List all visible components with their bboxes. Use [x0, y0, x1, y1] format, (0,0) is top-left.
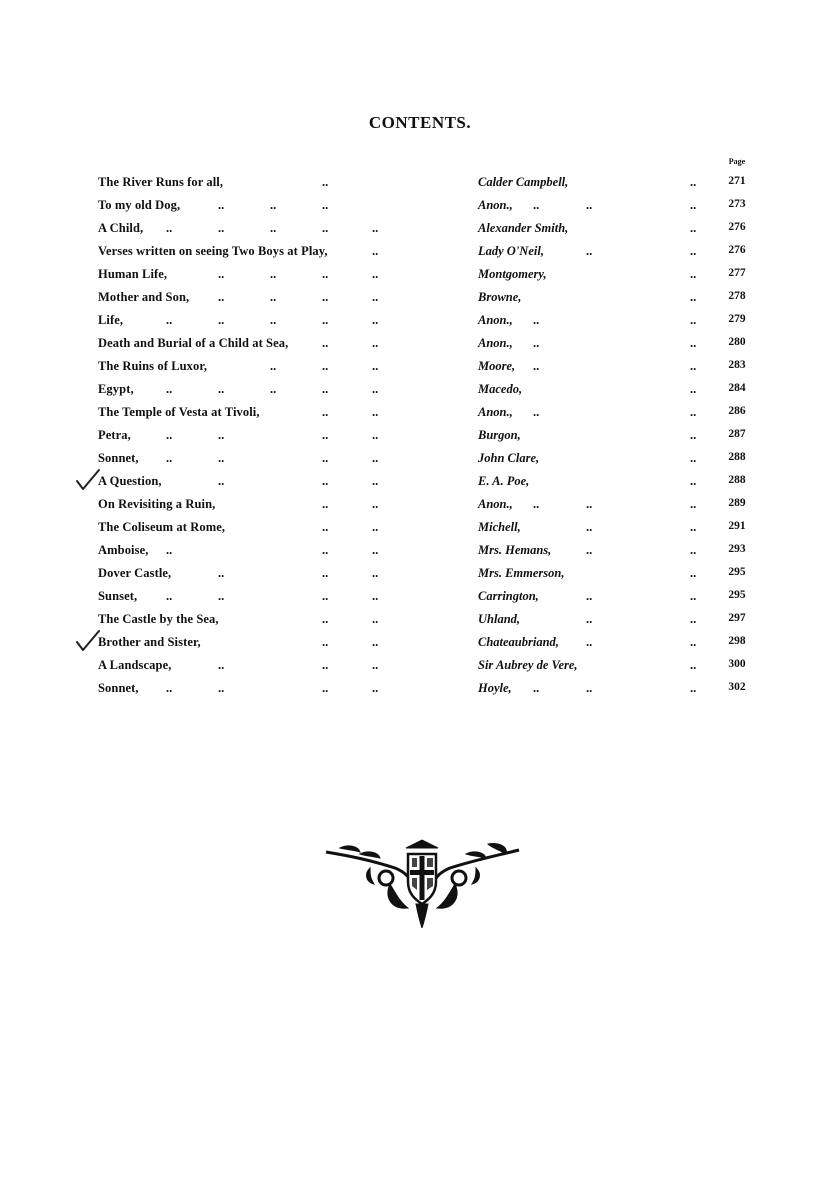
entry-title: Petra,: [98, 428, 131, 442]
leader-dots: ..: [218, 290, 225, 304]
leader-dots: ..: [218, 566, 225, 580]
leader-dots: ..: [166, 589, 173, 603]
entry-title: A Question,: [98, 474, 162, 488]
contents-entry: [0, 332, 840, 355]
entry-page-number: 288: [728, 474, 746, 486]
entry-author: Anon.,: [478, 497, 513, 511]
leader-dots: ..: [322, 589, 329, 603]
entry-page-number: 293: [728, 543, 746, 555]
entry-page-number: 271: [728, 175, 746, 187]
leader-dots: ..: [372, 520, 379, 534]
leader-dots: ..: [218, 681, 225, 695]
leader-dots: ..: [690, 290, 697, 304]
leader-dots: ..: [322, 635, 329, 649]
entry-author: Calder Campbell,: [478, 175, 569, 189]
leader-dots: ..: [218, 221, 225, 235]
leader-dots: ..: [166, 382, 173, 396]
entry-page-number: 277: [728, 267, 746, 279]
leader-dots: ..: [322, 405, 329, 419]
entry-page-number: 276: [728, 221, 746, 233]
leader-dots: ..: [372, 589, 379, 603]
entry-title: The Coliseum at Rome,: [98, 520, 226, 534]
leader-dots: ..: [586, 543, 593, 557]
entry-page-number: 283: [728, 359, 746, 371]
leader-dots: ..: [270, 382, 277, 396]
contents-entry: [0, 608, 840, 631]
leader-dots: ..: [586, 497, 593, 511]
entry-page-number: 295: [728, 589, 746, 601]
entry-page-number: 284: [728, 382, 746, 394]
leader-dots: ..: [322, 336, 329, 350]
entry-page-number: 297: [728, 612, 746, 624]
entry-title: Human Life,: [98, 267, 168, 281]
entry-author: Hoyle,: [478, 681, 512, 695]
entry-author: Sir Aubrey de Vere,: [478, 658, 578, 672]
contents-entry: [0, 355, 840, 378]
contents-entry: [0, 194, 840, 217]
entry-title: Sunset,: [98, 589, 138, 603]
entry-title: On Revisiting a Ruin,: [98, 497, 216, 511]
leader-dots: ..: [322, 451, 329, 465]
leader-dots: ..: [270, 198, 277, 212]
leader-dots: ..: [690, 267, 697, 281]
leader-dots: ..: [586, 635, 593, 649]
leader-dots: ..: [372, 474, 379, 488]
contents-entry: [0, 217, 840, 240]
contents-list: [0, 171, 840, 700]
leader-dots: ..: [372, 382, 379, 396]
leader-dots: ..: [270, 290, 277, 304]
leader-dots: ..: [372, 428, 379, 442]
contents-entry: [0, 401, 840, 424]
leader-dots: ..: [270, 313, 277, 327]
leader-dots: ..: [372, 658, 379, 672]
contents-entry: [0, 654, 840, 677]
entry-author: Michell,: [478, 520, 521, 534]
leader-dots: ..: [690, 244, 697, 258]
entry-title: The Ruins of Luxor,: [98, 359, 208, 373]
entry-author: Anon.,: [478, 336, 513, 350]
leader-dots: ..: [586, 244, 593, 258]
entry-title: Mother and Son,: [98, 290, 190, 304]
leader-dots: ..: [166, 681, 173, 695]
leader-dots: ..: [322, 566, 329, 580]
entry-title: Amboise,: [98, 543, 149, 557]
contents-entry: [0, 424, 840, 447]
entry-author: Mrs. Emmerson,: [478, 566, 565, 580]
entry-author: Macedo,: [478, 382, 523, 396]
leader-dots: ..: [166, 313, 173, 327]
leader-dots: ..: [322, 681, 329, 695]
entry-title: A Landscape,: [98, 658, 172, 672]
entry-author: Browne,: [478, 290, 522, 304]
entry-author: Uhland,: [478, 612, 521, 626]
leader-dots: ..: [690, 566, 697, 580]
entry-page-number: 298: [728, 635, 746, 647]
leader-dots: ..: [586, 520, 593, 534]
leader-dots: ..: [690, 635, 697, 649]
leader-dots: ..: [322, 313, 329, 327]
entry-page-number: 291: [728, 520, 746, 532]
leader-dots: ..: [322, 382, 329, 396]
entry-author: John Clare,: [478, 451, 540, 465]
leader-dots: ..: [372, 221, 379, 235]
entry-page-number: 295: [728, 566, 746, 578]
leader-dots: ..: [322, 359, 329, 373]
leader-dots: ..: [322, 428, 329, 442]
entry-author: Montgomery,: [478, 267, 547, 281]
leader-dots: ..: [372, 313, 379, 327]
entry-author: Moore,: [478, 359, 516, 373]
leader-dots: ..: [270, 359, 277, 373]
floral-shield-ornament-icon: [320, 838, 525, 928]
contents-entry: [0, 631, 840, 654]
leader-dots: ..: [533, 681, 540, 695]
entry-author: Mrs. Hemans,: [478, 543, 552, 557]
entry-title: Verses written on seeing Two Boys at Play,: [98, 244, 328, 258]
entry-title: Death and Burial of a Child at Sea,: [98, 336, 289, 350]
leader-dots: ..: [166, 221, 173, 235]
leader-dots: ..: [586, 198, 593, 212]
contents-entry: [0, 493, 840, 516]
leader-dots: ..: [372, 336, 379, 350]
leader-dots: ..: [533, 497, 540, 511]
entry-page-number: 280: [728, 336, 746, 348]
leader-dots: ..: [586, 681, 593, 695]
leader-dots: ..: [372, 681, 379, 695]
leader-dots: ..: [372, 244, 379, 258]
contents-entry: [0, 171, 840, 194]
leader-dots: ..: [322, 658, 329, 672]
entry-page-number: 287: [728, 428, 746, 440]
leader-dots: ..: [690, 658, 697, 672]
entry-author: E. A. Poe,: [478, 474, 530, 488]
leader-dots: ..: [690, 474, 697, 488]
leader-dots: ..: [690, 405, 697, 419]
leader-dots: ..: [372, 359, 379, 373]
leader-dots: ..: [218, 474, 225, 488]
contents-entry: [0, 585, 840, 608]
leader-dots: ..: [322, 543, 329, 557]
entry-title: The Temple of Vesta at Tivoli,: [98, 405, 260, 419]
entry-page-number: 279: [728, 313, 746, 325]
entry-title: Brother and Sister,: [98, 635, 201, 649]
entry-title: To my old Dog,: [98, 198, 181, 212]
contents-entry: [0, 263, 840, 286]
leader-dots: ..: [690, 451, 697, 465]
leader-dots: ..: [372, 635, 379, 649]
contents-entry: [0, 516, 840, 539]
leader-dots: ..: [690, 175, 697, 189]
entry-author: Carrington,: [478, 589, 539, 603]
leader-dots: ..: [586, 612, 593, 626]
leader-dots: ..: [690, 520, 697, 534]
entry-page-number: 273: [728, 198, 746, 210]
leader-dots: ..: [166, 428, 173, 442]
contents-entry: [0, 286, 840, 309]
entry-author: Anon.,: [478, 405, 513, 419]
entry-title: Life,: [98, 313, 124, 327]
leader-dots: ..: [218, 428, 225, 442]
leader-dots: ..: [372, 497, 379, 511]
entry-author: Anon.,: [478, 313, 513, 327]
leader-dots: ..: [218, 658, 225, 672]
leader-dots: ..: [218, 198, 225, 212]
leader-dots: ..: [533, 198, 540, 212]
leader-dots: ..: [372, 612, 379, 626]
entry-page-number: 276: [728, 244, 746, 256]
entry-page-number: 302: [728, 681, 746, 693]
contents-entry: [0, 447, 840, 470]
leader-dots: ..: [218, 589, 225, 603]
leader-dots: ..: [690, 313, 697, 327]
leader-dots: ..: [372, 267, 379, 281]
entry-title: A Child,: [98, 221, 144, 235]
leader-dots: ..: [218, 267, 225, 281]
leader-dots: ..: [218, 451, 225, 465]
entry-page-number: 289: [728, 497, 746, 509]
leader-dots: ..: [690, 612, 697, 626]
entry-title: The River Runs for all,: [98, 175, 224, 189]
leader-dots: ..: [690, 382, 697, 396]
leader-dots: ..: [372, 543, 379, 557]
leader-dots: ..: [533, 313, 540, 327]
leader-dots: ..: [322, 198, 329, 212]
leader-dots: ..: [690, 198, 697, 212]
leader-dots: ..: [690, 359, 697, 373]
entry-page-number: 278: [728, 290, 746, 302]
page-title: CONTENTS.: [368, 113, 472, 132]
entry-page-number: 288: [728, 451, 746, 463]
contents-entry: [0, 470, 840, 493]
leader-dots: ..: [372, 566, 379, 580]
leader-dots: ..: [372, 451, 379, 465]
contents-entry: [0, 677, 840, 700]
entry-page-number: 286: [728, 405, 746, 417]
leader-dots: ..: [533, 359, 540, 373]
leader-dots: ..: [322, 497, 329, 511]
leader-dots: ..: [218, 313, 225, 327]
contents-entry: [0, 378, 840, 401]
leader-dots: ..: [533, 405, 540, 419]
leader-dots: ..: [166, 543, 173, 557]
entry-author: Lady O'Neil,: [478, 244, 544, 258]
leader-dots: ..: [322, 290, 329, 304]
leader-dots: ..: [372, 290, 379, 304]
leader-dots: ..: [322, 221, 329, 235]
leader-dots: ..: [322, 520, 329, 534]
contents-entry: [0, 539, 840, 562]
entry-title: Sonnet,: [98, 681, 139, 695]
leader-dots: ..: [166, 451, 173, 465]
leader-dots: ..: [270, 221, 277, 235]
contents-entry: [0, 240, 840, 263]
entry-author: Chateaubriand,: [478, 635, 559, 649]
leader-dots: ..: [322, 612, 329, 626]
leader-dots: ..: [270, 267, 277, 281]
leader-dots: ..: [372, 405, 379, 419]
entry-title: The Castle by the Sea,: [98, 612, 219, 626]
leader-dots: ..: [533, 336, 540, 350]
entry-author: Burgon,: [478, 428, 521, 442]
entry-page-number: 300: [728, 658, 746, 670]
leader-dots: ..: [586, 589, 593, 603]
leader-dots: ..: [690, 428, 697, 442]
leader-dots: ..: [690, 497, 697, 511]
leader-dots: ..: [690, 221, 697, 235]
leader-dots: ..: [218, 382, 225, 396]
leader-dots: ..: [690, 543, 697, 557]
entry-title: Sonnet,: [98, 451, 139, 465]
entry-author: Alexander Smith,: [478, 221, 569, 235]
entry-title: Dover Castle,: [98, 566, 172, 580]
leader-dots: ..: [690, 336, 697, 350]
entry-author: Anon.,: [478, 198, 513, 212]
leader-dots: ..: [690, 589, 697, 603]
entry-title: Egypt,: [98, 382, 134, 396]
leader-dots: ..: [322, 474, 329, 488]
leader-dots: ..: [690, 681, 697, 695]
contents-entry: [0, 562, 840, 585]
leader-dots: ..: [322, 267, 329, 281]
leader-dots: ..: [322, 175, 329, 189]
page-column-label: Page: [728, 157, 746, 166]
contents-entry: [0, 309, 840, 332]
